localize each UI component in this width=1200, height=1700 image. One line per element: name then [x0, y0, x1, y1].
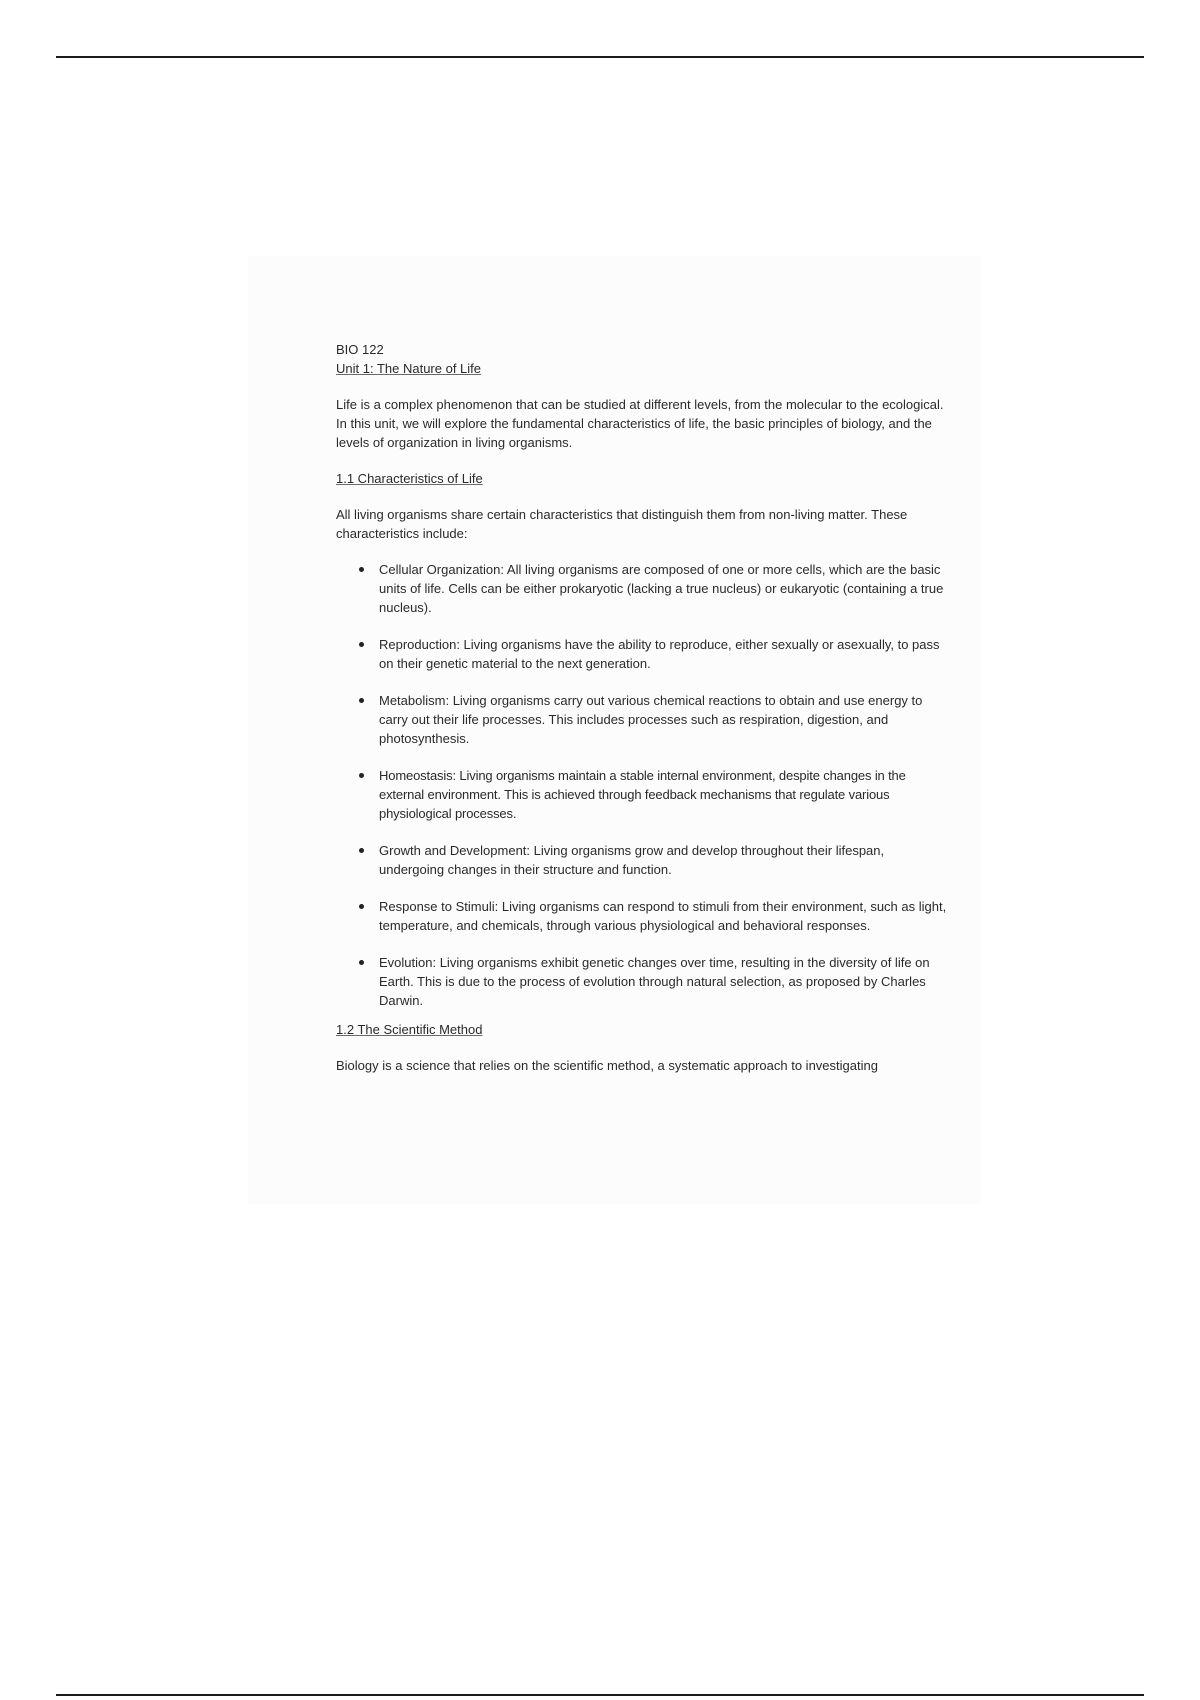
list-item-text: Reproduction: Living organisms have the ability to reproduce, either sexually or asexually, to pass on their genetic material to the next generation. — [379, 637, 940, 671]
bullet-icon — [359, 698, 364, 703]
section-heading-scientific-method: 1.2 The Scientific Method — [336, 1022, 483, 1037]
list-item — [379, 635, 948, 673]
document-body — [336, 340, 948, 1092]
unit-title: Unit 1: The Nature of Life — [336, 361, 482, 376]
list-item-text: Cellular Organization: All living organisms are composed of one or more cells, which are the basic units of life. Cells can be either prokaryotic (lacking a true nucleus) or eukaryotic (containing a true nucleus). — [379, 562, 944, 615]
list-item — [379, 841, 948, 879]
bullet-icon — [359, 773, 364, 778]
course-code: BIO 122 — [336, 342, 384, 357]
bullet-icon — [359, 960, 364, 965]
list-item — [379, 897, 948, 935]
list-item-text: Metabolism: Living organisms carry out various chemical reactions to obtain and use energy to carry out their life processes. This includes processes such as respiration, digestion, and photosynthesis. — [379, 693, 923, 746]
list-item — [379, 953, 948, 1010]
characteristics-list — [336, 560, 948, 1010]
list-item — [379, 560, 948, 617]
list-item — [379, 766, 948, 823]
section-heading-characteristics: 1.1 Characteristics of Life — [336, 471, 483, 486]
bullet-icon — [359, 904, 364, 909]
top-rule — [56, 56, 1144, 58]
bullet-icon — [359, 567, 364, 572]
bullet-icon — [359, 642, 364, 647]
list-item-text: Response to Stimuli: Living organisms can respond to stimuli from their environment, such as light, temperature, and chemicals, through various physiological and behavioral responses. — [379, 899, 947, 933]
bottom-rule — [56, 1694, 1144, 1696]
list-item — [379, 691, 948, 748]
list-item-text: Evolution: Living organisms exhibit genetic changes over time, resulting in the diversity of life on Earth. This is due to the process of evolution through natural selection, as proposed by Charles Darwin. — [379, 955, 930, 1008]
bullet-icon — [359, 848, 364, 853]
characteristics-intro: All living organisms share certain characteristics that distinguish them from non-living matter. These characteristics include: — [336, 507, 908, 541]
list-item-text: Growth and Development: Living organisms grow and develop throughout their lifespan, undergoing changes in their structure and function. — [379, 843, 885, 877]
scientific-method-paragraph: Biology is a science that relies on the scientific method, a systematic approach to investigating — [336, 1058, 878, 1073]
list-item-text: Homeostasis: Living organisms maintain a stable internal environment, despite changes in the external environment. This is achieved through feedback mechanisms that regulate various physiological processes. — [379, 768, 906, 821]
intro-paragraph: Life is a complex phenomenon that can be studied at different levels, from the molecular to the ecological. In this unit, we will explore the fundamental characteristics of life, the basic principles of biology, and the levels of organization in living organisms. — [336, 397, 944, 450]
